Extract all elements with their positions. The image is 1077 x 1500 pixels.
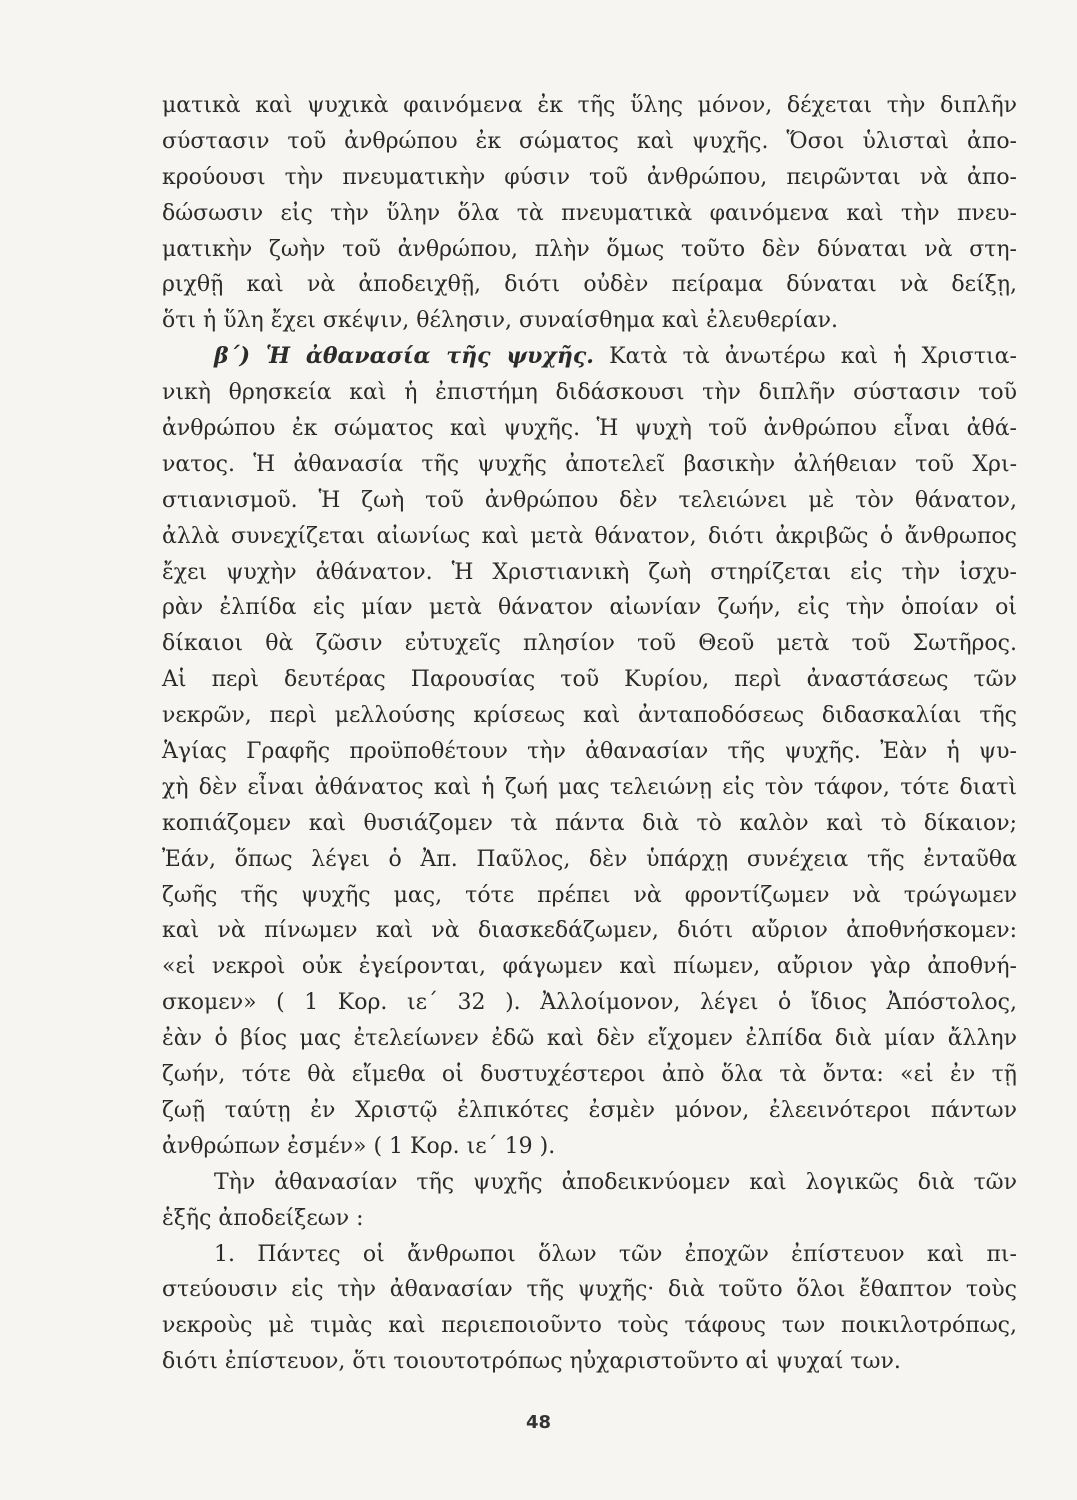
text-line: ματικὰ καὶ ψυχικὰ φαινόμενα ἐκ τῆς ὕλης μόνον, δέχεται τὴν διπλῆν [162,93,1017,118]
text-line: ρὰν ἐλπίδα εἰς μίαν μετὰ θάνατον αἰωνίαν ζωήν, εἰς τὴν ὁποίαν οἱ [162,595,1017,621]
text-line: κρούουσι τὴν πνευματικὴν φύσιν τοῦ ἀνθρώπου, πειρῶνται νὰ ἀπο- [162,164,1017,190]
text-line: νεκρῶν, περὶ μελλούσης κρίσεως καὶ ἀνταποδόσεως διδασκαλίαι τῆς [162,703,1017,729]
text-line: νικὴ θρησκεία καὶ ἡ ἐπιστήμη διδάσκουσι τὴν διπλῆν σύστασιν τοῦ [162,380,1017,406]
text-line: ζωῇ ταύτῃ ἐν Χριστῷ ἐλπικότες ἐσμὲν μόνον, ἐλεεινότεροι πάντων [162,1097,1017,1123]
text-line: ζωήν, τότε θὰ εἴμεθα οἱ δυστυχέστεροι ἀπὸ ὅλα τὰ ὄντα: «εἰ ἐν τῇ [162,1062,1017,1088]
text-line: δίκαιοι θὰ ζῶσιν εὐτυχεῖς πλησίον τοῦ Θεοῦ μετὰ τοῦ Σωτῆρος. [162,631,1017,657]
text-line: Ἁγίας Γραφῆς προϋποθέτουν τὴν ἀθανασίαν τῆς ψυχῆς. Ἐὰν ἡ ψυ- [162,739,1017,765]
text-line: νατος. Ἡ ἀθανασία τῆς ψυχῆς ἀποτελεῖ βασικὴν ἀλήθειαν τοῦ Χρι- [162,451,1017,477]
text-line: διότι ἐπίστευον, ὅτι τοιουτοτρόπως ηὐχαριστοῦντο αἱ ψυχαί των. [162,1349,901,1375]
text-line: Τὴν ἀθανασίαν τῆς ψυχῆς ἀποδεικνύομεν καὶ λογικῶς διὰ τῶν [214,1169,1017,1195]
text-line: ἔχει ψυχὴν ἀθάνατον. Ἡ Χριστιανικὴ ζωὴ στηρίζεται εἰς τὴν ἰσχυ- [162,559,1017,585]
text-line: «εἰ νεκροὶ οὐκ ἐγείρονται, φάγωμεν καὶ πίωμεν, αὔριον γὰρ ἀποθνή- [162,954,1017,980]
text-line: ριχθῇ καὶ νὰ ἀποδειχθῇ, διότι οὐδὲν πείραμα δύναται νὰ δείξῃ, [162,272,1017,298]
text-line: κοπιάζομεν καὶ θυσιάζομεν τὰ πάντα διὰ τὸ καλὸν καὶ τὸ δίκαιον; [162,810,1017,836]
text-line: Ἐάν, ὅπως λέγει ὁ Ἀπ. Παῦλος, δὲν ὑπάρχῃ συνέχεια τῆς ἐνταῦθα [162,846,1017,872]
text-line: νεκροὺς μὲ τιμὰς καὶ περιεποιοῦντο τοὺς τάφους των ποικιλοτρόπως, [162,1313,1017,1339]
text-line: ματικὴν ζωὴν τοῦ ἀνθρώπου, πλὴν ὅμως τοῦτο δὲν δύναται νὰ στη- [162,236,1017,262]
text-line: ἀνθρώπων ἐσμέν» ( 1 Κορ. ιε΄ 19 ). [162,1133,556,1159]
text-line: ἑξῆς ἀποδείξεων : [162,1205,364,1231]
section-heading: β΄) Ἡ ἀθανασία τῆς ψυχῆς. [214,343,594,370]
text-line: Αἱ περὶ δευτέρας Παρουσίας τοῦ Κυρίου, περὶ ἀναστάσεως τῶν [162,667,1017,693]
text-line: ὅτι ἡ ὕλη ἔχει σκέψιν, θέλησιν, συναίσθημα καὶ ἐλευθερίαν. [162,308,839,334]
text-line: δώσωσιν εἰς τὴν ὕλην ὅλα τὰ πνευματικὰ φαινόμενα καὶ τὴν πνευ- [162,200,1017,226]
text-line: ἐὰν ὁ βίος μας ἐτελείωνεν ἐδῶ καὶ δὲν εἴχομεν ἐλπίδα διὰ μίαν ἄλλην [162,1026,1017,1052]
text-line: στιανισμοῦ. Ἡ ζωὴ τοῦ ἀνθρώπου δὲν τελειώνει μὲ τὸν θάνατον, [162,487,1017,513]
text-line: ζωῆς τῆς ψυχῆς μας, τότε πρέπει νὰ φροντίζωμεν νὰ τρώγωμεν [162,882,1017,908]
text-line: σύστασιν τοῦ ἀνθρώπου ἐκ σώματος καὶ ψυχῆς. Ὅσοι ὑλισταὶ ἀπο- [162,128,1017,154]
list-item-first-line: 1. Πάντες οἱ ἄνθρωποι ὅλων τῶν ἐποχῶν ἐπίστευον καὶ πι- [214,1241,1017,1267]
document-page [162,88,1017,1380]
text-line: σκομεν» ( 1 Κορ. ιε΄ 32 ). Ἀλλοίμονον, λέγει ὁ ἴδιος Ἀπόστολος, [162,990,1017,1016]
text-line: καὶ νὰ πίνωμεν καὶ νὰ διασκεδάζωμεν, διότι αὔριον ἀποθνήσκομεν: [162,918,1017,944]
section-first-line [162,339,1017,375]
text-line: στεύουσιν εἰς τὴν ἀθανασίαν τῆς ψυχῆς· διὰ τοῦτο ὅλοι ἔθαπτον τοὺς [162,1277,1017,1303]
page-number: 48 [525,1412,552,1433]
text-line: χὴ δὲν εἶναι ἀθάνατος καὶ ἡ ζωή μας τελειώνῃ εἰς τὸν τάφον, τότε διατὶ [162,774,1017,800]
text-line: ἀλλὰ συνεχίζεται αἰωνίως καὶ μετὰ θάνατον, διότι ἀκριβῶς ὁ ἄνθρωπος [162,523,1017,549]
text-line: ἀνθρώπου ἐκ σώματος καὶ ψυχῆς. Ἡ ψυχὴ τοῦ ἀνθρώπου εἶναι ἀθά- [162,416,1017,442]
section-first-line-text: Κατὰ τὰ ἀνωτέρω καὶ ἡ Χριστια- [609,344,1017,370]
